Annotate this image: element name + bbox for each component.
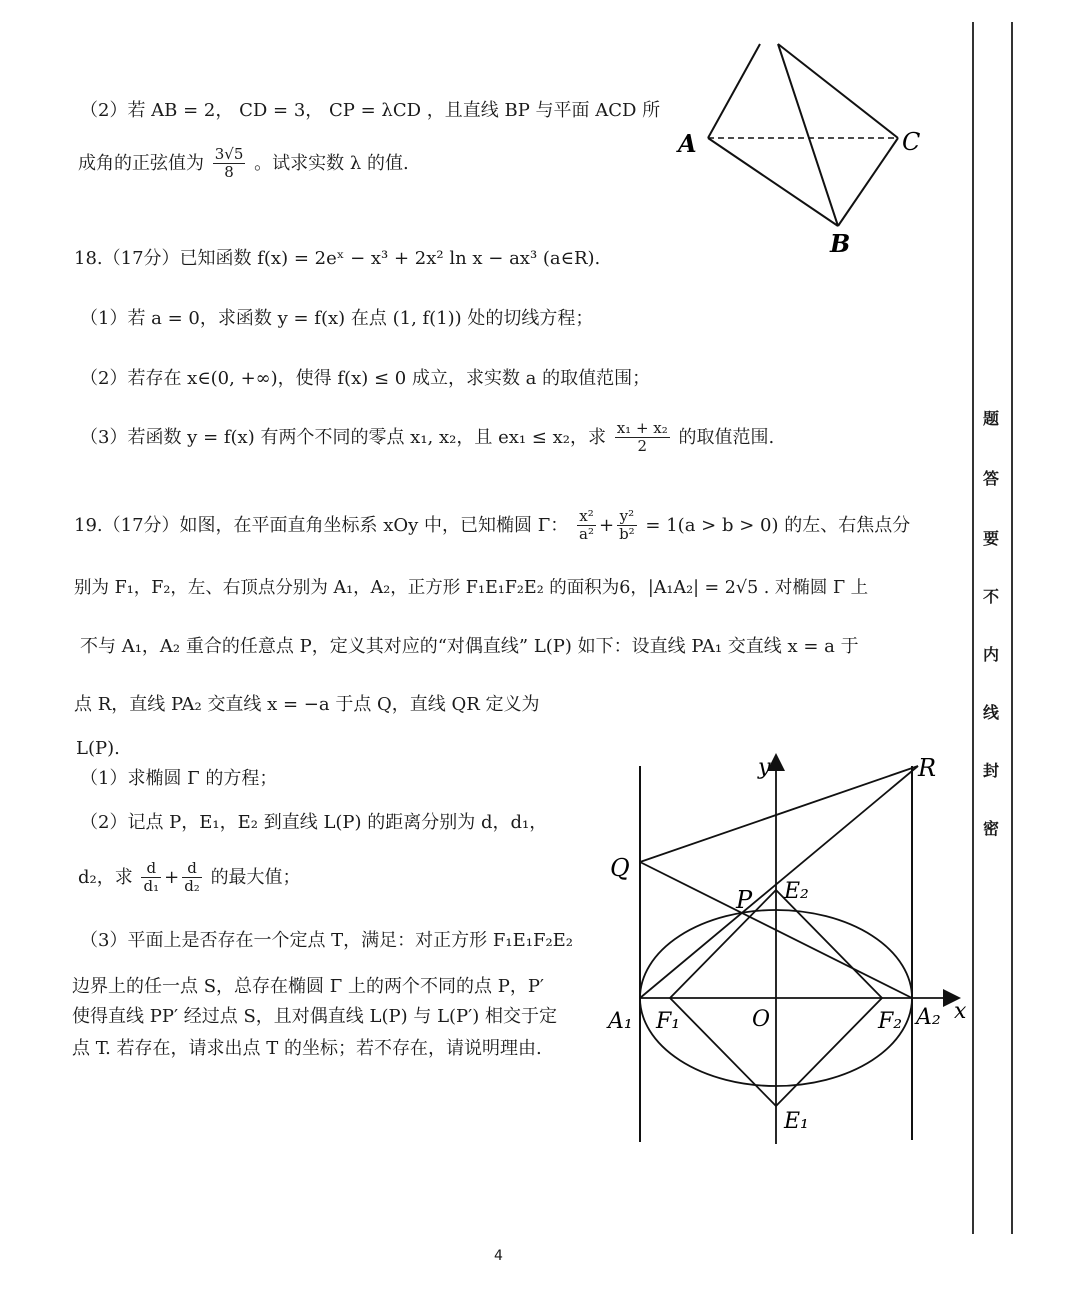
d-over-d1-num: d	[141, 860, 161, 878]
edge-top-a	[708, 44, 760, 138]
q19-line5: L(P).	[76, 738, 120, 759]
q19-part3-line1: （3）平面上是否存在一个定点 T，满足：对正方形 F₁E₁F₂E₂	[80, 930, 574, 951]
d-over-d2-den: d₂	[184, 877, 200, 896]
plus-sign: +	[164, 866, 180, 888]
q19-line4: 点 R，直线 PA₂ 交直线 x = −a 于点 Q，直线 QR 定义为	[74, 694, 540, 715]
label-e2: E₂	[784, 879, 809, 904]
label-q: Q	[610, 854, 630, 882]
label-b: B	[830, 229, 851, 258]
ellipse-frac-y	[617, 508, 637, 544]
q18-part2: （2）若存在 x∈(0, +∞)，使得 f(x) ≤ 0 成立，求实数 a 的取值范围；	[80, 368, 651, 389]
q19-part3-line3: 使得直线 PP′ 经过点 S，且对偶直线 L(P) 与 L(P′) 相交于定	[72, 1006, 557, 1027]
edge-top-b	[778, 44, 838, 226]
margin-rule-outer	[1011, 22, 1013, 1234]
q18-part3	[80, 420, 774, 456]
sine-numerator: 3√5	[214, 145, 244, 163]
q18-stem: 18.（17分）已知函数 f(x) = 2eˣ − x³ + 2x² ln x − ax³ (a∈R).	[74, 248, 601, 269]
q19-part2-suffix: 的最大值；	[210, 866, 301, 888]
ellipse-figure	[600, 748, 980, 1148]
q18-part3-prefix: （3）若函数 y = f(x) 有两个不同的零点 x₁, x₂，且 ex₁ ≤ x₂，求	[80, 426, 606, 448]
q17-part2-line2-prefix: 成角的正弦值为	[78, 152, 204, 174]
q19-line1-suffix: = 1(a > b > 0) 的左、右焦点分	[645, 514, 911, 536]
margin-char-5: 内	[982, 645, 999, 664]
sine-denominator: 8	[224, 163, 234, 182]
margin-rule-inner	[972, 22, 974, 1234]
q18-fraction	[615, 420, 670, 456]
margin-char-8: 密	[982, 819, 999, 838]
d-over-d2	[182, 860, 202, 896]
edge-top-c	[778, 44, 898, 138]
q19-line3: 不与 A₁，A₂ 重合的任意点 P，定义其对应的“对偶直线” L(P) 如下：设直线 PA₁ 交直线 x = a 于	[80, 636, 859, 657]
ellipse-frac-x-den: a²	[579, 525, 594, 544]
q19-part2-line2	[78, 860, 301, 896]
ellipse-frac-x-num: x²	[577, 508, 596, 526]
d-over-d2-num: d	[182, 860, 202, 878]
q19-line1-prefix: 19.（17分）如图，在平面直角坐标系 xOy 中，已知椭圆 Γ：	[74, 514, 569, 536]
label-c: C	[902, 128, 921, 156]
page-number: 4	[494, 1248, 503, 1264]
margin-char-1: 题	[982, 409, 999, 428]
q18-fraction-num: x₁ + x₂	[616, 419, 668, 437]
q19-part3-line4: 点 T. 若存在，请求出点 T 的坐标；若不存在，请说明理由.	[72, 1038, 542, 1059]
label-p: P	[736, 886, 753, 914]
q19-part2-prefix: d₂，求	[78, 866, 133, 888]
label-f1: F₁	[656, 1009, 681, 1034]
label-x: x	[954, 999, 967, 1024]
label-o: O	[752, 1007, 771, 1032]
ellipse-frac-x	[577, 508, 596, 544]
label-y: y	[758, 755, 771, 780]
q17-part2-line1: （2）若 AB = 2， CD = 3， CP = λCD ，且直线 BP 与平面 ACD 所	[80, 100, 661, 121]
ellipse-frac-y-den: b²	[619, 525, 635, 544]
ellipse-frac-y-num: y²	[617, 508, 637, 526]
line-qr	[640, 766, 918, 862]
edge-cb	[838, 138, 898, 226]
d-over-d1-den: d₁	[143, 877, 160, 896]
q19-part1: （1）求椭圆 Γ 的方程；	[80, 768, 278, 789]
q17-part2-line2	[78, 146, 409, 182]
q19-line1: 19.（17分）如图，在平面直角坐标系 xOy 中，已知椭圆 Γ： $\frac{\text{x²}}{\text{a²}}$ + $\frac{\text{y²}}{\text{b²}}$ = 1(a > b > 0) 的左、右焦点分	[74, 507, 911, 544]
q17-part2-line2-suffix: 。试求实数 λ 的值.	[254, 152, 409, 174]
label-a1: A₁	[608, 1009, 633, 1034]
margin-char-4: 不	[982, 587, 999, 606]
q19-line2: 别为 F₁，F₂，左、右顶点分别为 A₁，A₂，正方形 F₁E₁F₂E₂ 的面积为6，|A₁A₂| = 2√5 . 对椭圆 Γ 上	[74, 578, 869, 598]
q18-part1: （1）若 a = 0，求函数 y = f(x) 在点 (1, f(1)) 处的切线方程；	[80, 308, 594, 329]
label-a2: A₂	[916, 1005, 941, 1030]
sine-fraction	[213, 146, 246, 182]
q19-part3-line2: 边界上的任一点 S，总存在椭圆 Γ 上的两个不同的点 P，P′	[72, 976, 545, 997]
edge-ab	[708, 138, 838, 226]
label-r: R	[918, 754, 937, 782]
q18-part3-suffix: 的取值范围.	[678, 426, 775, 448]
label-a: A	[678, 129, 697, 158]
label-f2: F₂	[878, 1009, 903, 1034]
margin-char-2: 答	[982, 469, 999, 488]
d-over-d1	[141, 860, 161, 896]
q18-fraction-den: 2	[637, 437, 648, 456]
margin-char-7: 封	[982, 761, 999, 780]
margin-char-6: 线	[982, 703, 999, 722]
q19-part2-line1: （2）记点 P，E₁，E₂ 到直线 L(P) 的距离分别为 d，d₁，	[80, 812, 548, 833]
margin-char-3: 要	[982, 529, 999, 548]
label-e1: E₁	[784, 1109, 809, 1134]
tetrahedron-figure	[670, 40, 940, 270]
